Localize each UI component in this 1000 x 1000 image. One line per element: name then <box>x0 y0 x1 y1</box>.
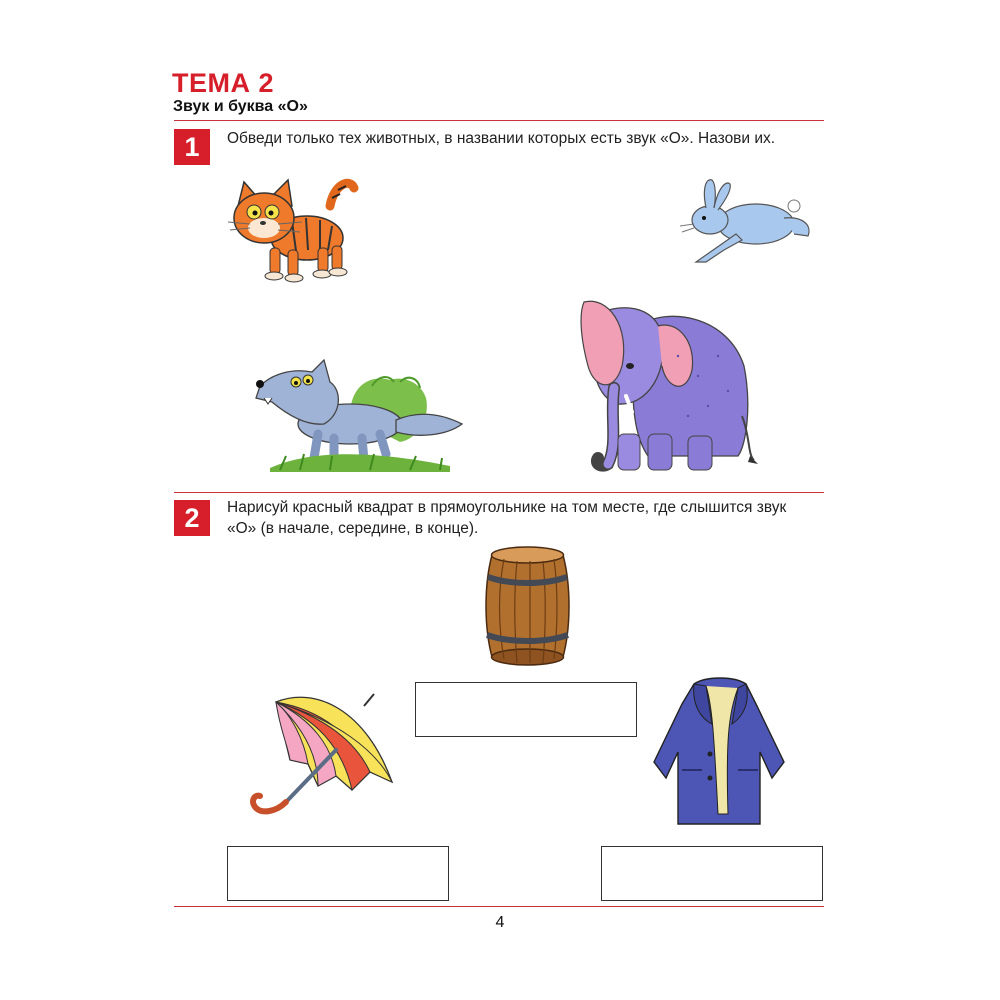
page-number: 4 <box>495 914 505 931</box>
task-2-text-line2: «О» (в начале, середине, в конце). <box>227 520 479 537</box>
barrel-icon[interactable] <box>480 545 575 667</box>
rabbit-icon[interactable] <box>676 176 816 271</box>
coat-icon[interactable] <box>652 674 788 830</box>
cat-icon[interactable] <box>222 176 362 286</box>
footer-divider <box>174 906 824 907</box>
umbrella-icon[interactable] <box>246 690 396 830</box>
task-1-number: 1 <box>174 129 210 165</box>
task-divider <box>174 492 824 493</box>
elephant-icon[interactable] <box>578 296 758 476</box>
wolf-icon[interactable] <box>250 346 470 472</box>
header-divider <box>174 120 824 121</box>
answer-box-right[interactable] <box>601 846 823 901</box>
task-2-text-line1: Нарисуй красный квадрат в прямоугольнике на том месте, где слышится звук <box>227 499 787 516</box>
page-subtitle: Звук и буква «О» <box>173 98 308 115</box>
page-title: ТЕМА 2 <box>172 68 275 98</box>
task-2-number: 2 <box>174 500 210 536</box>
answer-box-left[interactable] <box>227 846 449 901</box>
answer-box-middle[interactable] <box>415 682 637 737</box>
task-1-text: Обведи только тех животных, в названии которых есть звук «О». Назови их. <box>227 130 776 147</box>
